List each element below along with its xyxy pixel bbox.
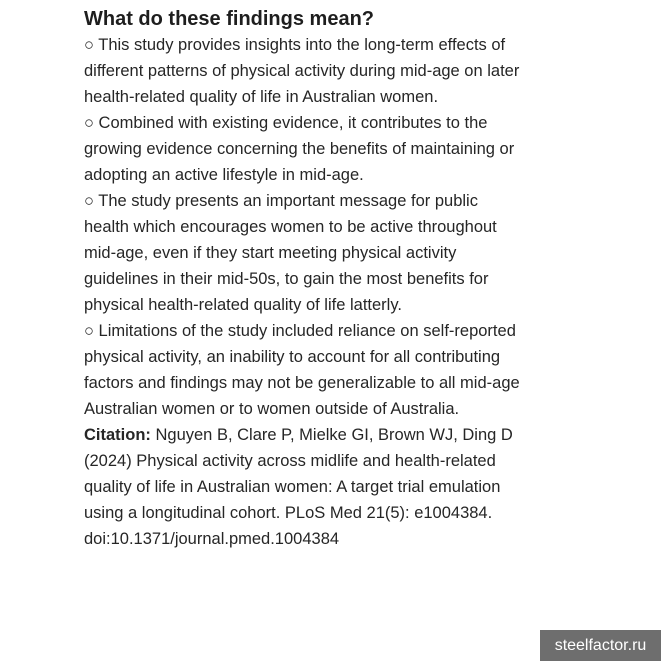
watermark-badge: steelfactor.ru <box>540 630 661 661</box>
citation <box>84 422 524 552</box>
bullet-public-health: ○ The study presents an important message for public health which encourages women to be active throughout mid-age, even if they start meeting physical activity guidelines in their mid-50s, to gain the most benefits for physical health-related quality of life latterly. <box>84 192 497 314</box>
section-heading: What do these findings mean? <box>84 8 375 30</box>
article-section <box>84 6 524 552</box>
bullet-evidence: ○ Combined with existing evidence, it contributes to the growing evidence concerning the benefits of maintaining or adopting an active lifestyle in mid-age. <box>84 114 515 184</box>
citation-label: Citation: <box>84 426 151 444</box>
bullet-insights: ○ This study provides insights into the long-term effects of different patterns of physical activity during mid-age on later health-related quality of life in Australian women. <box>84 36 520 106</box>
bullet-limitations: ○ Limitations of the study included reliance on self-reported physical activity, an inability to account for all contributing factors and findings may not be generalizable to all mid-age Australian women or to women outside of Australia. <box>84 322 520 418</box>
citation-text: Nguyen B, Clare P, Mielke GI, Brown WJ, Ding D (2024) Physical activity across midlife and health-related quality of life in Australian women: A target trial emulation using a longitudinal cohort. PLoS Med 21(5): e1004384. doi:10.1371/journal.pmed.1004384 <box>84 426 513 548</box>
